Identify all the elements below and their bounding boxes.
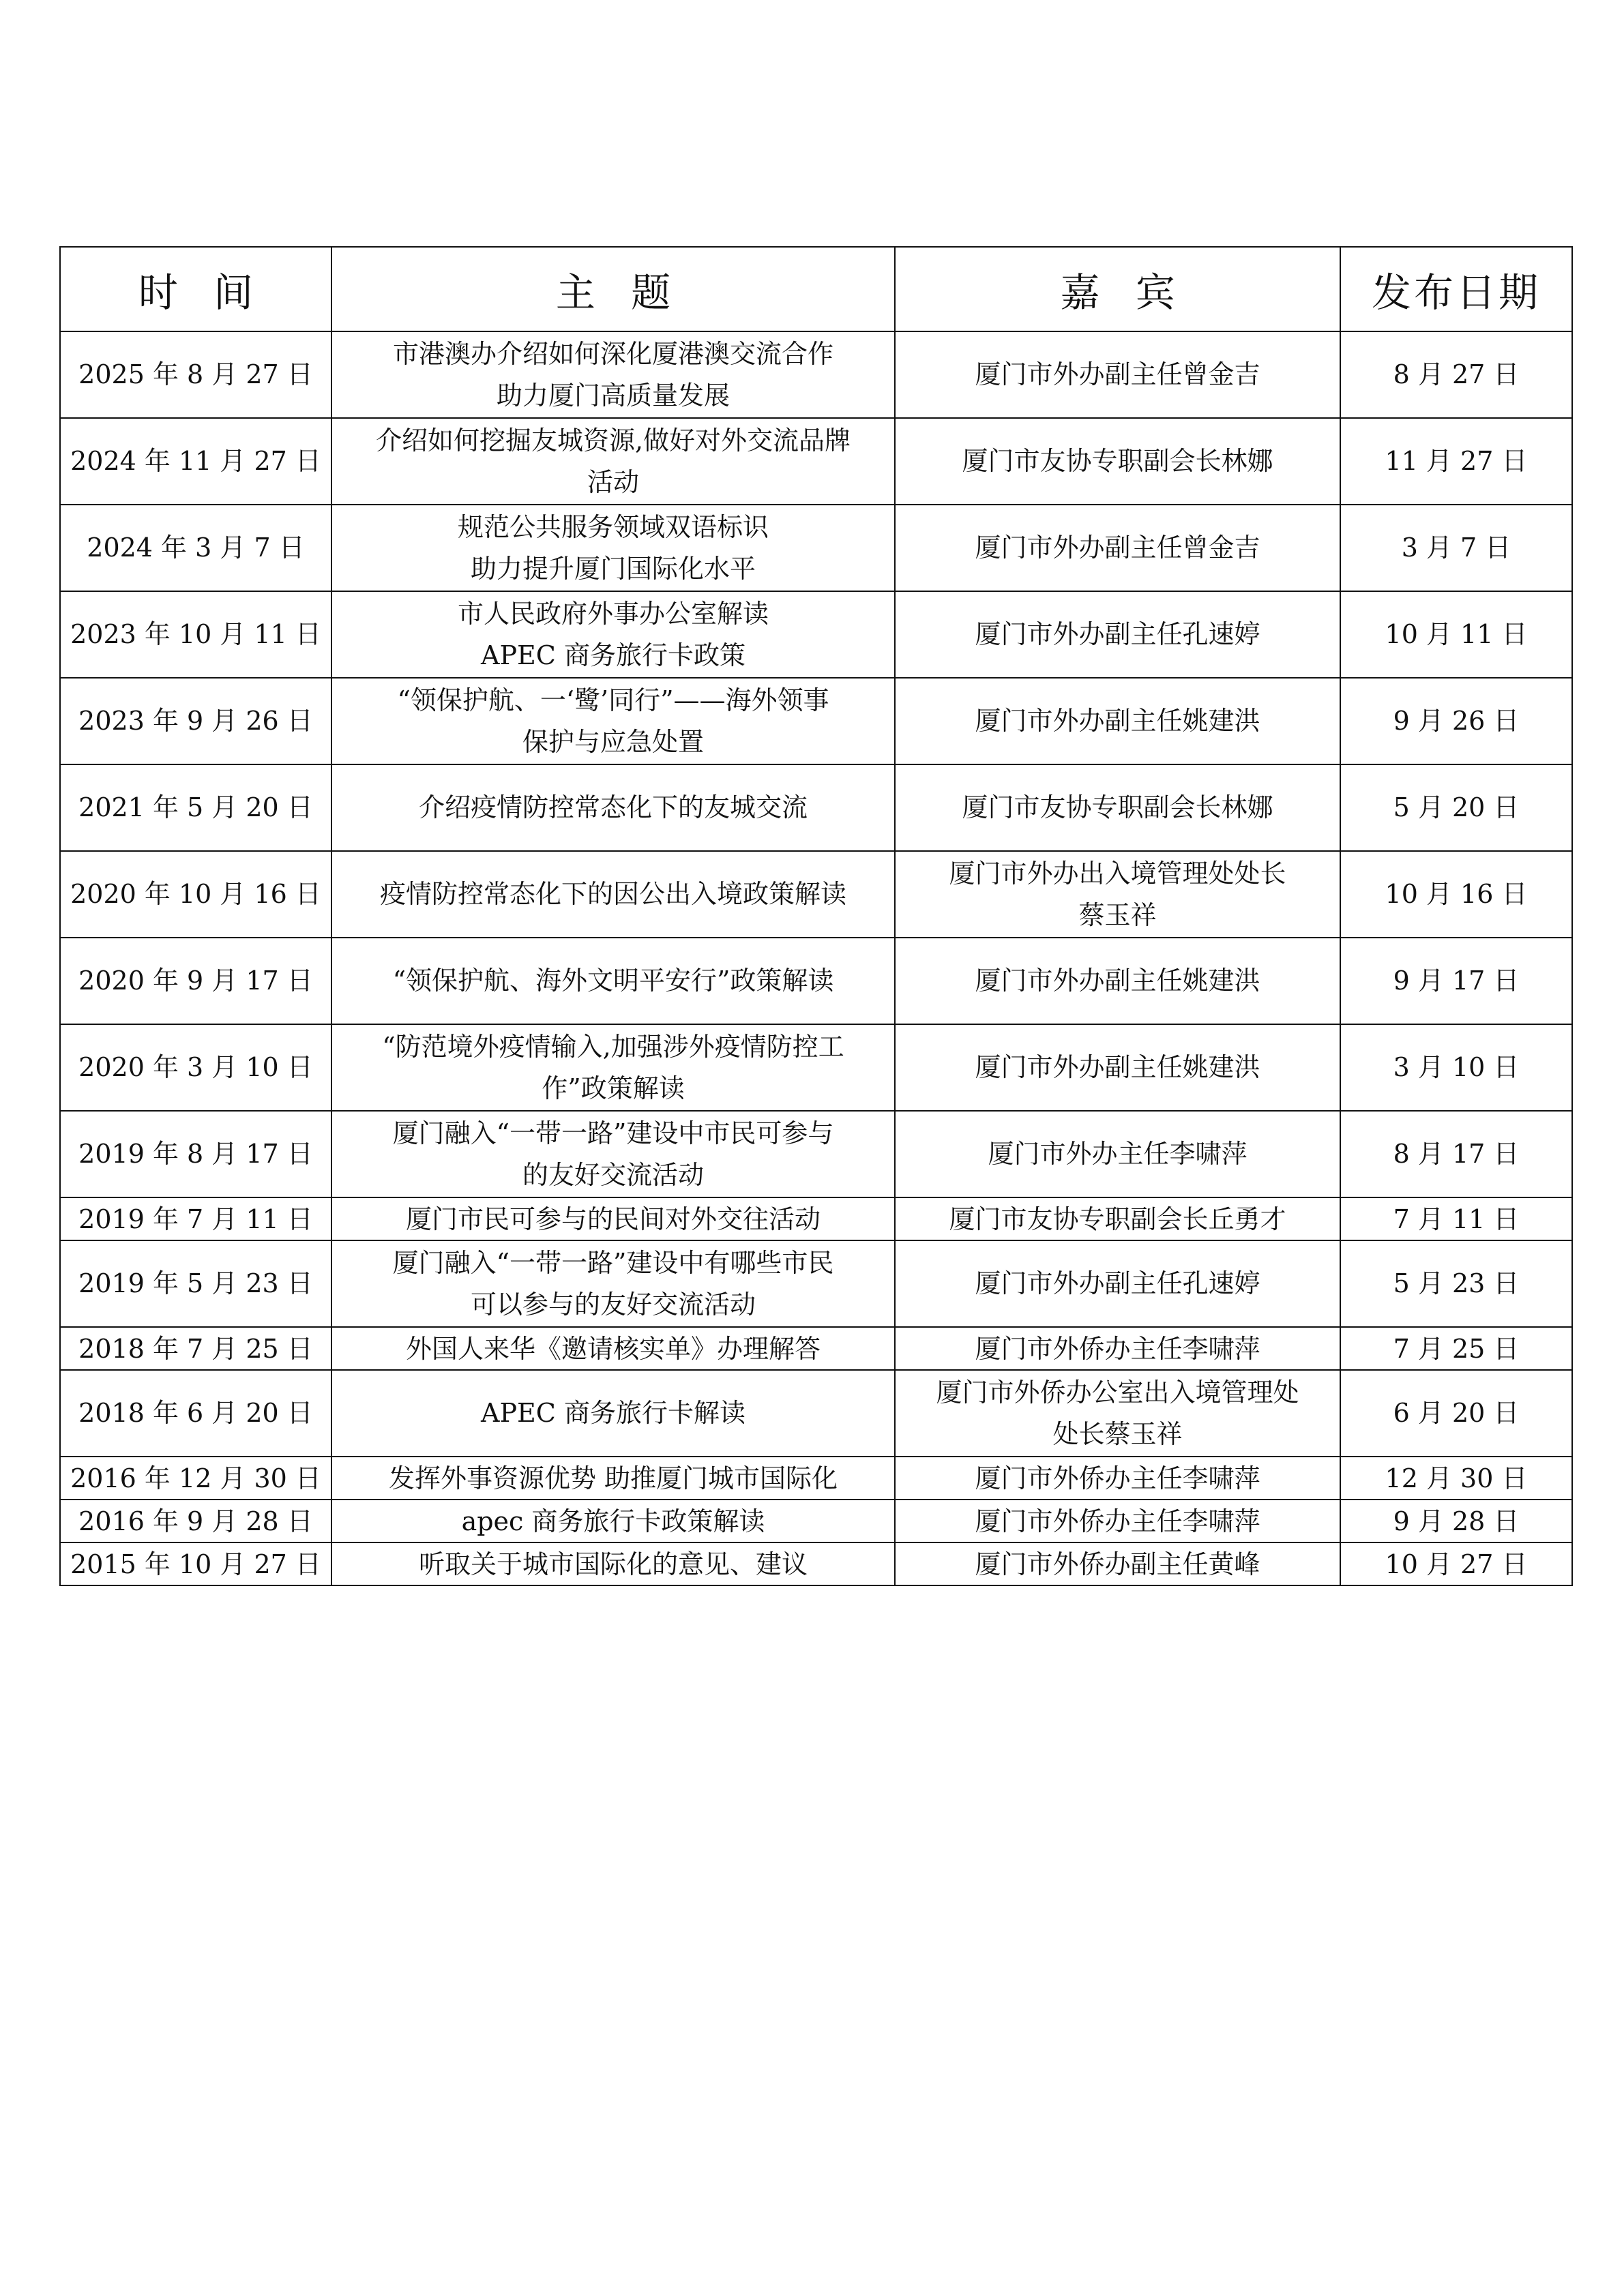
time-cell: 2021 年 5 月 20 日 <box>60 764 331 851</box>
topic-line: 介绍疫情防控常态化下的友城交流 <box>418 792 808 822</box>
release-date-cell: 9 月 17 日 <box>1340 938 1572 1024</box>
table-row <box>60 1240 1572 1327</box>
topic-line: 保护与应急处置 <box>522 726 704 757</box>
interview-schedule-table <box>59 246 1573 1586</box>
guest-line: 厦门市外办副主任姚建洪 <box>975 966 1260 996</box>
topic-line: 的友好交流活动 <box>522 1159 704 1190</box>
release-date-cell: 10 月 16 日 <box>1340 851 1572 938</box>
topic-line: “防范境外疫情输入,加强涉外疫情防控工 <box>382 1031 844 1062</box>
guest-cell <box>895 1457 1340 1500</box>
header-time: 时间 <box>60 247 331 331</box>
guest-line: 厦门市外办副主任姚建洪 <box>975 1052 1260 1082</box>
time-cell: 2023 年 10 月 11 日 <box>60 591 331 678</box>
topic-cell <box>331 331 895 418</box>
time-cell: 2016 年 12 月 30 日 <box>60 1457 331 1500</box>
topic-cell <box>331 1111 895 1197</box>
time-cell: 2016 年 9 月 28 日 <box>60 1500 331 1542</box>
time-cell: 2018 年 7 月 25 日 <box>60 1327 331 1370</box>
topic-line: 活动 <box>587 466 639 497</box>
topic-cell <box>331 1542 895 1585</box>
topic-line: 助力提升厦门国际化水平 <box>470 553 756 584</box>
time-cell: 2015 年 10 月 27 日 <box>60 1542 331 1585</box>
table-row <box>60 1542 1572 1585</box>
table-row <box>60 591 1572 678</box>
guest-cell <box>895 1197 1340 1240</box>
table-row <box>60 331 1572 418</box>
guest-cell <box>895 851 1340 938</box>
release-date-cell: 5 月 20 日 <box>1340 764 1572 851</box>
guest-cell <box>895 1370 1340 1457</box>
guest-line: 厦门市友协专职副会长丘勇才 <box>949 1204 1286 1234</box>
topic-cell <box>331 1197 895 1240</box>
topic-line: 规范公共服务领域双语标识 <box>457 511 769 542</box>
topic-cell <box>331 851 895 938</box>
guest-cell <box>895 938 1340 1024</box>
topic-cell <box>331 418 895 505</box>
topic-cell <box>331 1370 895 1457</box>
guest-line: 厦门市外侨办主任李啸萍 <box>975 1463 1260 1493</box>
topic-line: 听取关于城市国际化的意见、建议 <box>418 1549 808 1579</box>
guest-line: 厦门市外侨办公室出入境管理处 <box>936 1377 1299 1407</box>
topic-line: “领保护航、海外文明平安行”政策解读 <box>392 966 834 996</box>
guest-line: 蔡玉祥 <box>1078 899 1157 930</box>
guest-cell <box>895 331 1340 418</box>
release-date-cell: 3 月 7 日 <box>1340 505 1572 591</box>
table-body <box>60 331 1572 1585</box>
guest-cell <box>895 1111 1340 1197</box>
release-date-cell: 11 月 27 日 <box>1340 418 1572 505</box>
release-date-cell: 7 月 25 日 <box>1340 1327 1572 1370</box>
topic-line: 厦门市民可参与的民间对外交往活动 <box>405 1204 821 1234</box>
topic-line: 厦门融入“一带一路”建设中有哪些市民 <box>392 1247 834 1278</box>
topic-line: 疫情防控常态化下的因公出入境政策解读 <box>379 879 846 909</box>
table-row <box>60 418 1572 505</box>
topic-line: 可以参与的友好交流活动 <box>470 1289 756 1320</box>
table-row <box>60 505 1572 591</box>
guest-cell <box>895 1542 1340 1585</box>
time-cell: 2020 年 9 月 17 日 <box>60 938 331 1024</box>
topic-cell <box>331 1327 895 1370</box>
header-row <box>60 247 1572 331</box>
time-cell: 2019 年 7 月 11 日 <box>60 1197 331 1240</box>
release-date-cell: 8 月 17 日 <box>1340 1111 1572 1197</box>
topic-line: 市港澳办介绍如何深化厦港澳交流合作 <box>392 338 833 369</box>
table-row <box>60 938 1572 1024</box>
header-topic: 主题 <box>331 247 895 331</box>
guest-line: 厦门市外办出入境管理处处长 <box>949 858 1286 889</box>
guest-line: 厦门市外侨办副主任黄峰 <box>975 1549 1260 1579</box>
topic-line: 厦门融入“一带一路”建设中市民可参与 <box>392 1118 834 1148</box>
guest-line: 厦门市外办副主任孔速婷 <box>975 619 1260 649</box>
guest-cell <box>895 1500 1340 1542</box>
guest-cell <box>895 764 1340 851</box>
release-date-cell: 8 月 27 日 <box>1340 331 1572 418</box>
time-cell: 2019 年 8 月 17 日 <box>60 1111 331 1197</box>
release-date-cell: 10 月 11 日 <box>1340 591 1572 678</box>
guest-cell <box>895 1240 1340 1327</box>
guest-cell <box>895 418 1340 505</box>
table-header <box>60 247 1572 331</box>
time-cell: 2025 年 8 月 27 日 <box>60 331 331 418</box>
guest-line: 厦门市外侨办主任李啸萍 <box>975 1506 1260 1536</box>
time-cell: 2023 年 9 月 26 日 <box>60 678 331 764</box>
guest-line: 厦门市外办副主任孔速婷 <box>975 1268 1260 1298</box>
topic-cell <box>331 1500 895 1542</box>
guest-line: 厦门市外侨办主任李啸萍 <box>975 1333 1260 1364</box>
topic-line: 介绍如何挖掘友城资源,做好对外交流品牌 <box>375 425 851 456</box>
topic-line: “领保护航、一‘鹭’同行”——海外领事 <box>397 685 829 715</box>
time-cell: 2024 年 3 月 7 日 <box>60 505 331 591</box>
table-row <box>60 851 1572 938</box>
guest-line: 厦门市外办副主任曾金吉 <box>975 533 1260 563</box>
table-row <box>60 1197 1572 1240</box>
topic-cell <box>331 591 895 678</box>
guest-line: 厦门市外办副主任曾金吉 <box>975 359 1260 389</box>
topic-cell <box>331 1240 895 1327</box>
topic-line: 助力厦门高质量发展 <box>496 380 730 411</box>
release-date-cell: 10 月 27 日 <box>1340 1542 1572 1585</box>
release-date-cell: 3 月 10 日 <box>1340 1024 1572 1111</box>
guest-cell <box>895 1024 1340 1111</box>
time-cell: 2024 年 11 月 27 日 <box>60 418 331 505</box>
topic-line: 市人民政府外事办公室解读 <box>457 598 769 629</box>
release-date-cell: 6 月 20 日 <box>1340 1370 1572 1457</box>
topic-cell <box>331 678 895 764</box>
guest-line: 厦门市外办副主任姚建洪 <box>975 706 1260 736</box>
time-cell: 2020 年 3 月 10 日 <box>60 1024 331 1111</box>
guest-line: 厦门市外办主任李啸萍 <box>988 1139 1247 1169</box>
time-cell: 2020 年 10 月 16 日 <box>60 851 331 938</box>
guest-cell <box>895 678 1340 764</box>
topic-line: apec 商务旅行卡政策解读 <box>461 1506 765 1536</box>
guest-cell <box>895 505 1340 591</box>
topic-cell <box>331 938 895 1024</box>
guest-cell <box>895 591 1340 678</box>
table-row <box>60 1024 1572 1111</box>
guest-line: 处长蔡玉祥 <box>1052 1418 1183 1449</box>
time-cell: 2018 年 6 月 20 日 <box>60 1370 331 1457</box>
release-date-cell: 5 月 23 日 <box>1340 1240 1572 1327</box>
table-row <box>60 678 1572 764</box>
guest-line: 厦门市友协专职副会长林娜 <box>962 446 1273 476</box>
table-row <box>60 1327 1572 1370</box>
release-date-cell: 7 月 11 日 <box>1340 1197 1572 1240</box>
topic-line: APEC 商务旅行卡解读 <box>481 1398 745 1428</box>
table-row <box>60 1370 1572 1457</box>
topic-line: 外国人来华《邀请核实单》办理解答 <box>405 1333 821 1364</box>
release-date-cell: 12 月 30 日 <box>1340 1457 1572 1500</box>
table-row <box>60 1500 1572 1542</box>
header-release-date: 发布日期 <box>1340 247 1572 331</box>
table-row <box>60 1111 1572 1197</box>
release-date-cell: 9 月 28 日 <box>1340 1500 1572 1542</box>
guest-line: 厦门市友协专职副会长林娜 <box>962 792 1273 822</box>
header-guest: 嘉宾 <box>895 247 1340 331</box>
guest-cell <box>895 1327 1340 1370</box>
topic-line: APEC 商务旅行卡政策 <box>481 640 745 670</box>
topic-line: 发挥外事资源优势 助推厦门城市国际化 <box>388 1463 838 1493</box>
table-row <box>60 1457 1572 1500</box>
time-cell: 2019 年 5 月 23 日 <box>60 1240 331 1327</box>
topic-cell <box>331 1024 895 1111</box>
topic-cell <box>331 505 895 591</box>
table-row <box>60 764 1572 851</box>
topic-cell <box>331 764 895 851</box>
topic-cell <box>331 1457 895 1500</box>
topic-line: 作”政策解读 <box>542 1073 685 1103</box>
release-date-cell: 9 月 26 日 <box>1340 678 1572 764</box>
